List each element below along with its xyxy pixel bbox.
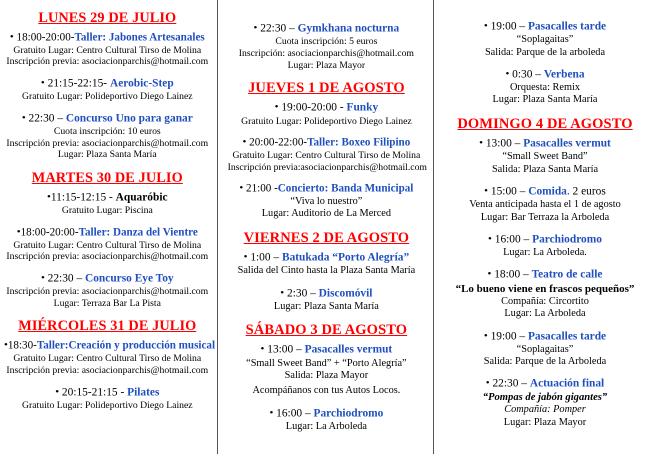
event-detail: Inscripción previa: asociacionparchis@hotmail.com [6,251,209,263]
event-title-line [446,268,644,282]
day-heading: JUEVES 1 DE AGOSTO [248,80,405,97]
event-entry [4,339,216,376]
event-detail: Cuota inscripción: 5 euros [275,36,378,48]
bullet-icon: • [479,137,483,150]
event-detail: Gratuito Lugar: Centro Cultural Tirso de Molina [13,239,202,251]
day-heading: MARTES 30 DE JULIO [31,170,183,187]
event-title-line [228,343,426,357]
event-detail: Salida: Plaza Mayor [284,369,369,381]
event-title-line [446,233,644,247]
bullet-icon: • [280,286,285,299]
event-title-line [228,22,426,36]
event-time: 18:30- [7,339,37,352]
event-name: Batukada “Porto Alegría” [281,251,410,264]
bullet-icon: • [16,225,21,238]
event-detail: Lugar: Plaza Santa María [273,300,379,312]
event-detail: Lugar: Plaza Mayor [287,59,366,71]
bullet-icon: • [21,111,26,124]
event-name: Funky [346,101,379,114]
bullet-icon: • [488,232,492,245]
event-name: Taller: Danza del Vientre [78,226,198,239]
event-title-line [228,101,426,115]
event-name: Pasacalles vermut [523,137,611,150]
event-entry [4,272,211,310]
event-time: 18:00 – [494,268,529,281]
event-time: 13:00 – [267,343,302,356]
event-name: Aerobic-Step [109,77,174,90]
event-detail: Venta anticipada hasta el 1 de agosto [469,199,621,211]
event-entry [228,182,426,220]
event-name: Concurso Eye Toy [85,272,174,285]
event-detail: Salida: Parque de la arboleda [484,46,606,58]
event-time: 2:30 – [287,286,316,299]
event-title-line [228,407,426,421]
event-title-line [4,77,211,91]
event-name: Taller:Creación y producción musical [36,339,216,352]
event-name: Actuación final [529,377,605,390]
event-time: 22:30 – [492,377,527,390]
event-time: 21:15-22:15- [47,77,108,90]
day-heading: MIÉRCOLES 31 DE JULIO [18,318,197,335]
event-detail: Compañía: Circortito [501,295,589,307]
day-heading: SÁBADO 3 DE AGOSTO [245,322,408,339]
bullet-icon: • [487,268,492,281]
event-detail: Lugar: La Arboleda [285,420,367,432]
event-entry [228,343,426,397]
event-time: 18:00-20:00- [16,31,75,44]
event-time: 22:30 – [28,112,64,125]
day-heading: DOMINGO 4 DE AGOSTO [457,115,633,132]
event-time: 13:00 – [485,137,521,150]
event-entry [228,251,426,278]
event-detail: Inscripción previa: asociacionparchis@hotmail.com [6,286,209,298]
program-column-left [0,0,217,454]
day-heading: LUNES 29 DE JULIO [38,10,177,26]
event-entry [4,31,211,68]
event-detail: Lugar: Plaza Santa María [492,94,598,106]
event-title-line [446,330,644,344]
event-detail: Gratuito Lugar: Polideportivo Diego Lainez [22,399,193,411]
event-time: 21:00 - [246,182,278,195]
event-detail: Cuota inscripción: 10 euros [53,126,161,138]
event-detail: Inscripción: asociacionparchis@hotmail.com [238,47,414,59]
event-detail: Salida: Plaza Santa María [491,163,599,175]
event-entry [446,330,644,369]
event-name: Concierto: Banda Municipal [277,182,414,195]
event-detail: Inscripción previa: asociacionparchis@hotmail.com [6,364,209,376]
bullet-icon: • [269,406,274,419]
event-entry [446,20,644,59]
event-time: 15:00 – [490,185,526,198]
event-detail: Inscripción previa:asociacionparchis@hotmail.com [227,161,427,173]
event-name: Verbena [543,68,585,81]
event-entry [228,287,426,314]
event-title-line [228,251,426,265]
event-time: 11:15-12:15 - [50,191,113,204]
bullet-icon: • [483,329,488,342]
event-detail: Orquesta: Remix [509,82,581,94]
event-entry [446,68,644,107]
event-time: 19:00 – [490,20,526,33]
event-title-line [4,272,211,286]
event-title-line [228,182,426,196]
bullet-icon: • [40,77,45,90]
event-detail: Lugar: Plaza Mayor [503,416,587,428]
event-title-line [228,136,426,150]
event-detail: Lugar: Auditorio de La Merced [261,208,392,220]
event-time: 22:30 – [260,22,295,35]
bullet-icon: • [47,191,51,204]
event-detail: Salida: Parque de la Arboleda [483,356,607,368]
event-title-line [4,191,211,205]
event-title-line [446,137,644,151]
event-detail: “Soplagaitas” [516,34,574,46]
event-time: 20:15-21:15 - [61,385,125,398]
program-column-middle [217,0,434,454]
event-name: Pasacalles vermut [304,343,393,356]
bullet-icon: • [239,182,244,195]
event-detail: Gratuito Lugar: Polideportivo Diego Lainez [241,115,412,127]
event-name: Comida [528,185,567,198]
event-detail: Gratuito Lugar: Polideportivo Diego Lainez [22,91,193,103]
event-name: Parchiodromo [313,406,384,419]
event-name: Pasacalles tarde [527,20,607,33]
event-detail: Compañía: Pomper [504,404,586,416]
event-name: Pilates [127,385,160,398]
bullet-icon: • [242,136,247,149]
event-detail: Lugar: Bar Terraza la Arboleda [480,211,610,223]
event-entry [446,233,644,260]
event-entry [228,22,426,71]
event-detail: “Small Sweet Band” + “Porto Alegría” [246,357,407,369]
event-title-line [446,20,644,34]
bullet-icon: • [484,184,489,197]
event-detail: “Lo bueno viene en frascos pequeños” [455,282,635,295]
event-detail: Lugar: La Arboleda. [503,247,587,259]
event-entry [228,407,426,434]
event-title-line [446,185,644,199]
event-time: 0:30 – [512,68,541,81]
event-detail: Inscripción previa: asociacionparchis@hotmail.com [6,137,209,149]
program-column-right [433,0,650,454]
event-entry [446,137,644,176]
day-heading: VIERNES 2 DE AGOSTO [243,229,410,246]
event-detail: “Viva lo nuestro” [290,196,363,208]
bullet-icon: • [260,343,265,356]
event-name: Gymkhana nocturna [297,22,400,35]
event-name: Discomóvil [318,286,373,299]
event-time: 16:00 – [276,406,311,419]
bullet-icon: • [485,377,490,390]
event-name: Parchiodromo [532,233,602,246]
event-entry [446,268,644,320]
event-detail: “Pompas de jabón gigantes” [482,391,608,403]
event-detail: “Small Sweet Band” [502,151,588,163]
bullet-icon: • [4,339,8,352]
bullet-icon: • [9,31,14,43]
event-time: 16:00 – [494,233,530,246]
bullet-icon: • [243,251,248,263]
event-detail: Gratuito Lugar: Centro Cultural Tirso de Molina [13,353,202,365]
event-title-line [228,287,426,301]
event-entry [446,377,644,429]
event-title-line [4,226,211,240]
event-title-line [4,339,216,353]
event-entry [4,226,211,263]
event-title-line [446,68,644,82]
event-entry [4,191,211,217]
event-detail: Gratuito Lugar: Centro Cultural Tirso de Molina [232,150,421,162]
event-detail: Gratuito Lugar: Piscina [61,205,153,217]
event-time: 22:30 – [47,272,83,285]
event-detail: “Soplagaitas” [516,343,574,355]
event-detail: Salida del Cinto hasta la Plaza Santa María [237,265,416,277]
event-time: 18:00-20:00- [20,226,79,239]
bullet-icon: • [274,101,279,114]
event-entry [4,386,211,412]
event-detail: Acompáñanos con tus Autos Locos. [252,385,401,397]
event-title-line [4,386,211,400]
event-entry [4,112,211,161]
event-detail: Inscripción previa: asociacionparchis@hotmail.com [6,56,209,68]
event-name: Pasacalles tarde [527,329,607,342]
event-name: Taller: Jabones Artesanales [74,31,205,44]
event-detail: Lugar: Plaza Santa María [57,149,157,161]
event-name: Taller: Boxeo Filipino [307,136,411,149]
event-entry [4,77,211,103]
bullet-icon: • [253,22,258,34]
event-entry [228,136,426,173]
event-time: 1:00 – [250,251,280,264]
event-name: Aquaróbic [115,191,168,204]
event-title-line [446,377,644,391]
event-time: 19:00-20:00 - [281,101,344,114]
bullet-icon: • [40,271,45,284]
bullet-icon: • [505,67,510,80]
event-name: Concurso Uno para ganar [65,112,193,125]
event-entry [228,101,426,127]
event-time: 20:00-22:00- [249,136,308,149]
event-title-line [4,31,211,45]
event-detail: Lugar: La Arboleda [504,308,586,320]
bullet-icon: • [483,20,488,32]
event-title-line [4,112,211,126]
bullet-icon: • [55,385,60,398]
event-time: 19:00 – [490,329,526,342]
event-name: Teatro de calle [531,268,603,281]
event-entry [446,185,644,224]
event-detail: Gratuito Lugar: Centro Cultural Tirso de Molina [13,44,202,56]
event-price-suffix: . 2 euros [566,185,606,198]
event-detail: Lugar: Terraza Bar La Pista [53,297,161,309]
